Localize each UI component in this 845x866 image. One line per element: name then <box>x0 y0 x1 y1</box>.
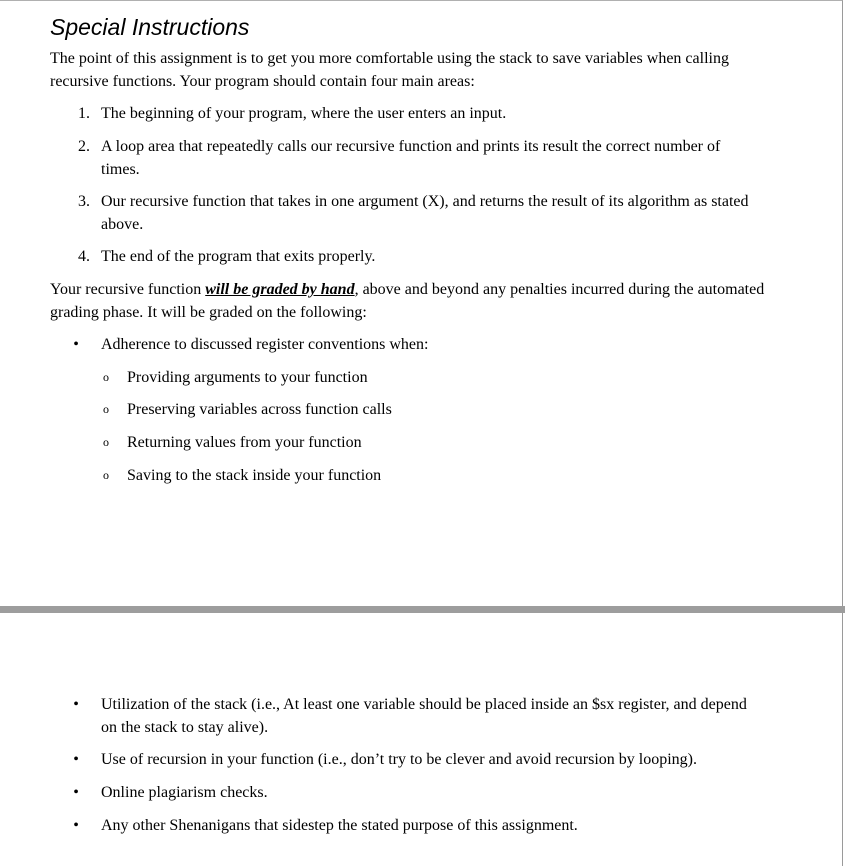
bullet-text: Adherence to discussed register conventions when: <box>101 336 429 353</box>
bullet-text: Any other Shenanigans that sidestep the stated purpose of this assignment. <box>101 817 578 834</box>
sub-bullet-text: Preserving variables across function calls <box>127 401 392 418</box>
grading-text-after: , above and beyond any penalties incurred during the automated grading phase. It will be graded on the following: <box>50 281 765 321</box>
list-item-text: The end of the program that exits properly. <box>101 248 376 265</box>
section-heading: Special Instructions <box>50 14 250 40</box>
list-item-text: The beginning of your program, where the user enters an input. <box>101 105 507 122</box>
list-number: 4. <box>78 248 90 265</box>
bullet-icon: • <box>73 751 79 768</box>
sub-bullet-text: Saving to the stack inside your function <box>127 467 382 484</box>
grading-text-before: Your recursive function <box>50 281 206 298</box>
bullet-icon: • <box>73 784 79 801</box>
bullet-text: Utilization of the stack (i.e., At least one variable should be placed inside an $sx register, and depend on the stack to stay alive). <box>101 696 747 736</box>
circle-bullet-icon: o <box>103 402 109 416</box>
document-page-2 <box>0 613 843 866</box>
list-number: 2. <box>78 138 90 155</box>
bullet-icon: • <box>73 696 79 713</box>
list-number: 3. <box>78 193 90 210</box>
circle-bullet-icon: o <box>103 370 109 384</box>
circle-bullet-icon: o <box>103 435 109 449</box>
bullet-icon: • <box>73 817 79 834</box>
list-number: 1. <box>78 105 90 122</box>
intro-paragraph: The point of this assignment is to get you more comfortable using the stack to save variables when calling recursive functions. Your program should contain four main areas: <box>50 50 729 90</box>
list-item-text: A loop area that repeatedly calls our recursive function and prints its result the correct number of times. <box>101 138 721 178</box>
circle-bullet-icon: o <box>103 468 109 482</box>
sub-bullet-text: Returning values from your function <box>127 434 362 451</box>
page-break-divider <box>0 606 845 613</box>
list-item-text: Our recursive function that takes in one argument (X), and returns the result of its algorithm as stated above. <box>101 193 749 233</box>
sub-bullet-text: Providing arguments to your function <box>127 369 368 386</box>
bullet-text: Use of recursion in your function (i.e., don’t try to be clever and avoid recursion by looping). <box>101 751 697 768</box>
bullet-icon: • <box>73 336 79 353</box>
graded-by-hand-emphasis: will be graded by hand <box>205 281 355 298</box>
grading-paragraph <box>50 278 770 324</box>
bullet-text: Online plagiarism checks. <box>101 784 268 801</box>
